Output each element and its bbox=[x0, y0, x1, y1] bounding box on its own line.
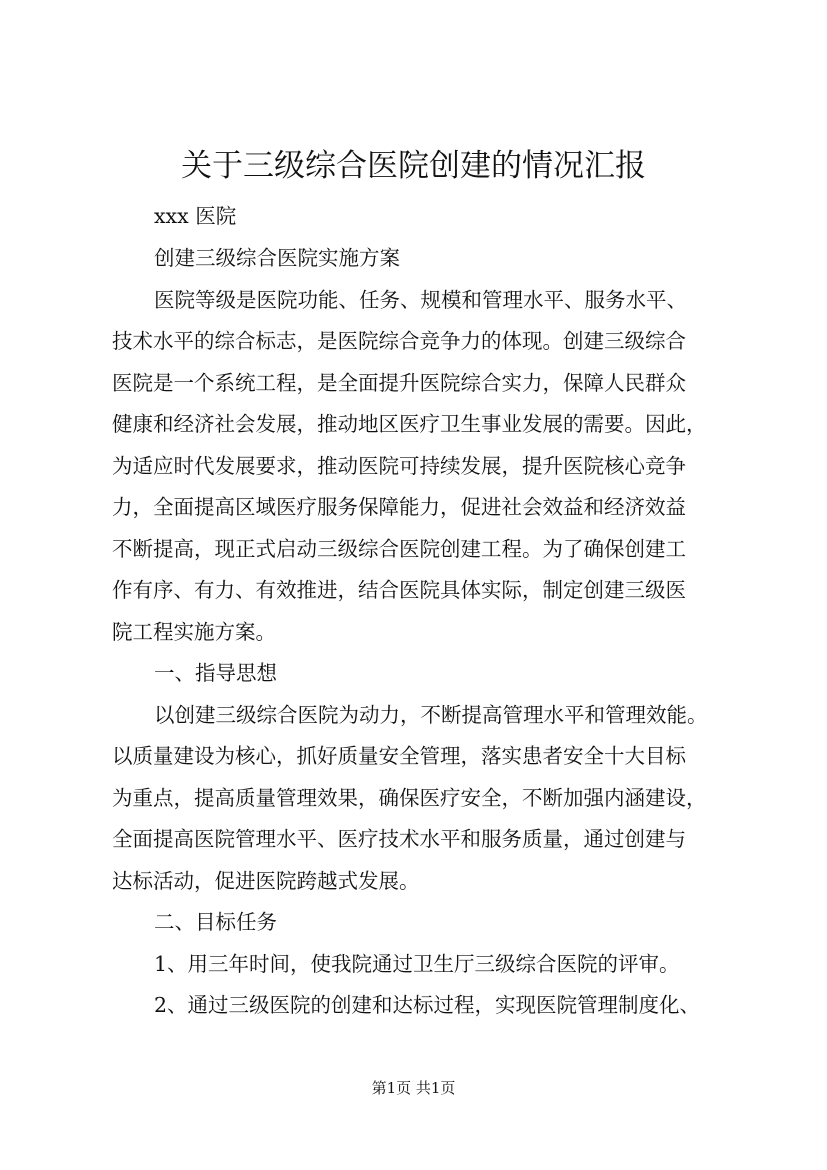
list-item: 1、用三年时间，使我院通过卫生厅三级综合医院的评审。 bbox=[154, 952, 680, 976]
paragraph-line: 医院是一个系统工程，是全面提升医院综合实力，保障人民群众 bbox=[112, 371, 686, 395]
paragraph-line: 为重点，提高质量管理效果，确保医疗安全，不断加强内涵建设， bbox=[112, 786, 707, 810]
section-heading-guiding-ideology: 一、指导思想 bbox=[154, 661, 277, 685]
paragraph-line: 院工程实施方案。 bbox=[112, 620, 276, 644]
paragraph-line: 全面提高医院管理水平、医疗技术水平和服务质量，通过创建与 bbox=[112, 827, 686, 851]
paragraph-line: 技术水平的综合标志，是医院综合竞争力的体现。创建三级综合 bbox=[112, 329, 686, 353]
document-title: 关于三级综合医院创建的情况汇报 bbox=[181, 148, 646, 184]
hospital-name-line: xxx 医院 bbox=[154, 204, 237, 228]
list-item: 2、通过三级医院的创建和达标过程，实现医院管理制度化、 bbox=[154, 993, 701, 1017]
paragraph-line: 不断提高，现正式启动三级综合医院创建工程。为了确保创建工 bbox=[112, 537, 686, 561]
paragraph-line: 以创建三级综合医院为动力，不断提高管理水平和管理效能。 bbox=[154, 703, 708, 727]
paragraph-line: 健康和经济社会发展，推动地区医疗卫生事业发展的需要。因此， bbox=[112, 412, 707, 436]
page-footer: 第1页 共1页 bbox=[371, 1079, 456, 1097]
paragraph-line: 以质量建设为核心，抓好质量安全管理，落实患者安全十大目标 bbox=[112, 744, 686, 768]
section-heading-goals-tasks: 二、目标任务 bbox=[154, 910, 277, 934]
paragraph-line: 力，全面提高区域医疗服务保障能力，促进社会效益和经济效益 bbox=[112, 495, 686, 519]
paragraph-line: 达标活动，促进医院跨越式发展。 bbox=[112, 869, 420, 893]
paragraph-line: 医院等级是医院功能、任务、规模和管理水平、服务水平、 bbox=[154, 288, 687, 312]
paragraph-line: 为适应时代发展要求，推动医院可持续发展，提升医院核心竞争 bbox=[112, 454, 686, 478]
plan-title-line: 创建三级综合医院实施方案 bbox=[154, 246, 400, 270]
paragraph-line: 作有序、有力、有效推进，结合医院具体实际，制定创建三级医 bbox=[112, 578, 686, 602]
